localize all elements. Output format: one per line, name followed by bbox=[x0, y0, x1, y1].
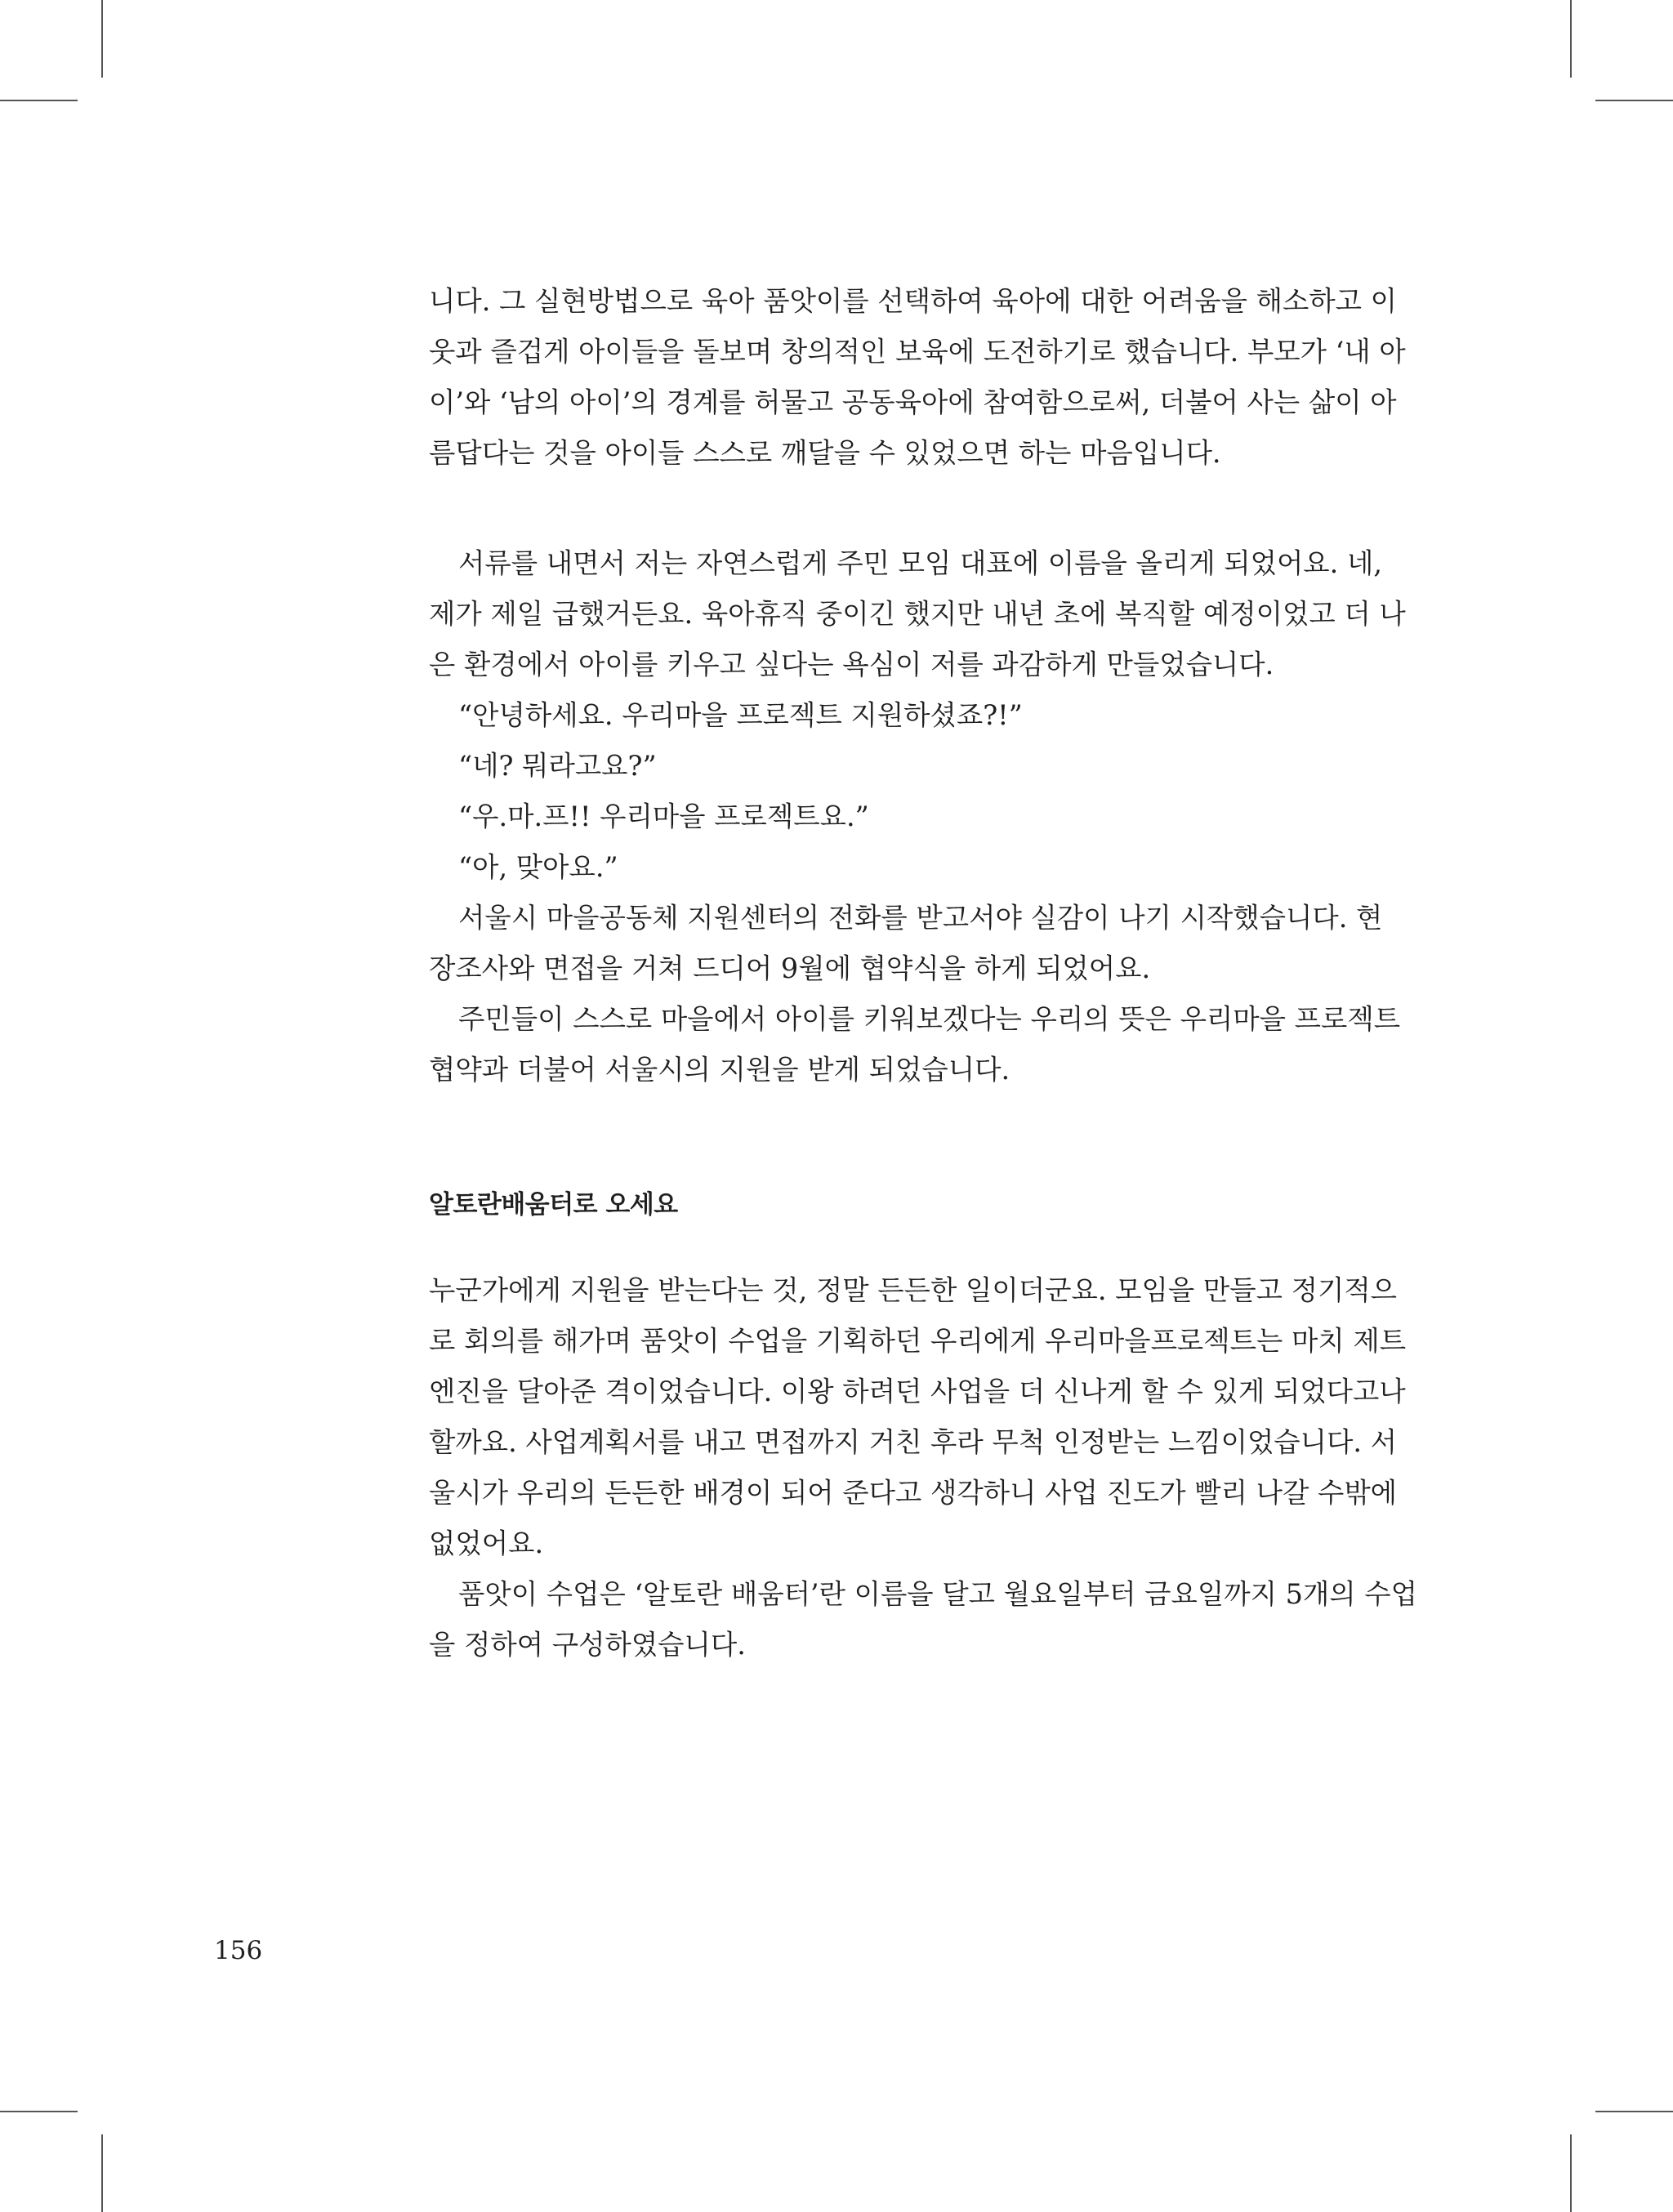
text-line: 제가 제일 급했거든요. 육아휴직 중이긴 했지만 내년 초에 복직할 예정이었고 더 나 bbox=[429, 598, 1406, 630]
paragraph-block-1 bbox=[429, 276, 1406, 479]
paragraph-block-2 bbox=[429, 538, 1406, 1095]
text-line: 로 회의를 해가며 품앗이 수업을 기획하던 우리에게 우리마을프로젝트는 마치 제트 bbox=[429, 1325, 1407, 1357]
crop-mark-bottom-right-vertical bbox=[1570, 2134, 1572, 2212]
text-line: 누군가에게 지원을 받는다는 것, 정말 든든한 일이더군요. 모임을 만들고 정기적으 bbox=[429, 1274, 1398, 1306]
crop-mark-top-right-vertical bbox=[1570, 0, 1572, 78]
crop-mark-top-right-horizontal bbox=[1595, 100, 1673, 101]
paragraph-block-3 bbox=[429, 1265, 1417, 1670]
text-line: “안녕하세요. 우리마을 프로젝트 지원하셨죠?!” bbox=[458, 699, 1023, 731]
section-heading: 알토란배움터로 오세요 bbox=[429, 1190, 678, 1220]
text-line: 울시가 우리의 든든한 배경이 되어 준다고 생각하니 사업 진도가 빨리 나갈 수밖에 bbox=[429, 1477, 1398, 1509]
text-line: 품앗이 수업은 ‘알토란 배움터’란 이름을 달고 월요일부터 금요일까지 5개의 수업 bbox=[458, 1578, 1417, 1610]
text-line: 웃과 즐겁게 아이들을 돌보며 창의적인 보육에 도전하기로 했습니다. 부모가 ‘내 아 bbox=[429, 336, 1406, 368]
crop-mark-top-left-vertical bbox=[101, 0, 103, 78]
text-line: 은 환경에서 아이를 키우고 싶다는 욕심이 저를 과감하게 만들었습니다. bbox=[429, 649, 1274, 680]
text-line: 이’와 ‘남의 아이’의 경계를 허물고 공동육아에 참여함으로써, 더불어 사는 삶이 아 bbox=[429, 386, 1397, 418]
text-line: 서울시 마을공동체 지원센터의 전화를 받고서야 실감이 나기 시작했습니다. 현 bbox=[458, 902, 1383, 934]
crop-mark-bottom-left-horizontal bbox=[0, 2111, 78, 2112]
text-line: “아, 맞아요.” bbox=[458, 851, 618, 883]
crop-mark-bottom-right-horizontal bbox=[1595, 2111, 1673, 2112]
text-line: 엔진을 달아준 격이었습니다. 이왕 하려던 사업을 더 신나게 할 수 있게 되었다고나 bbox=[429, 1376, 1406, 1407]
text-line: 할까요. 사업계획서를 내고 면접까지 거친 후라 무척 인정받는 느낌이었습니다. 서 bbox=[429, 1426, 1398, 1458]
page-number: 156 bbox=[214, 1936, 263, 1965]
text-line: 니다. 그 실현방법으로 육아 품앗이를 선택하여 육아에 대한 어려움을 해소하고 이 bbox=[429, 285, 1398, 317]
text-line: 장조사와 면접을 거쳐 드디어 9월에 협약식을 하게 되었어요. bbox=[429, 952, 1151, 984]
text-line: “우.마.프!! 우리마을 프로젝트요.” bbox=[458, 801, 869, 832]
text-line: 름답다는 것을 아이들 스스로 깨달을 수 있었으면 하는 마음입니다. bbox=[429, 437, 1221, 469]
text-line: “네? 뭐라고요?” bbox=[458, 750, 657, 782]
crop-mark-bottom-left-vertical bbox=[101, 2134, 103, 2212]
text-line: 없었어요. bbox=[429, 1527, 544, 1559]
crop-mark-top-left-horizontal bbox=[0, 100, 78, 101]
text-line: 서류를 내면서 저는 자연스럽게 주민 모임 대표에 이름을 올리게 되었어요. 네, bbox=[458, 547, 1382, 579]
text-line: 을 정하여 구성하였습니다. bbox=[429, 1629, 746, 1661]
text-line: 협약과 더불어 서울시의 지원을 받게 되었습니다. bbox=[429, 1054, 1010, 1086]
text-line: 주민들이 스스로 마을에서 아이를 키워보겠다는 우리의 뜻은 우리마을 프로젝트 bbox=[458, 1003, 1401, 1035]
